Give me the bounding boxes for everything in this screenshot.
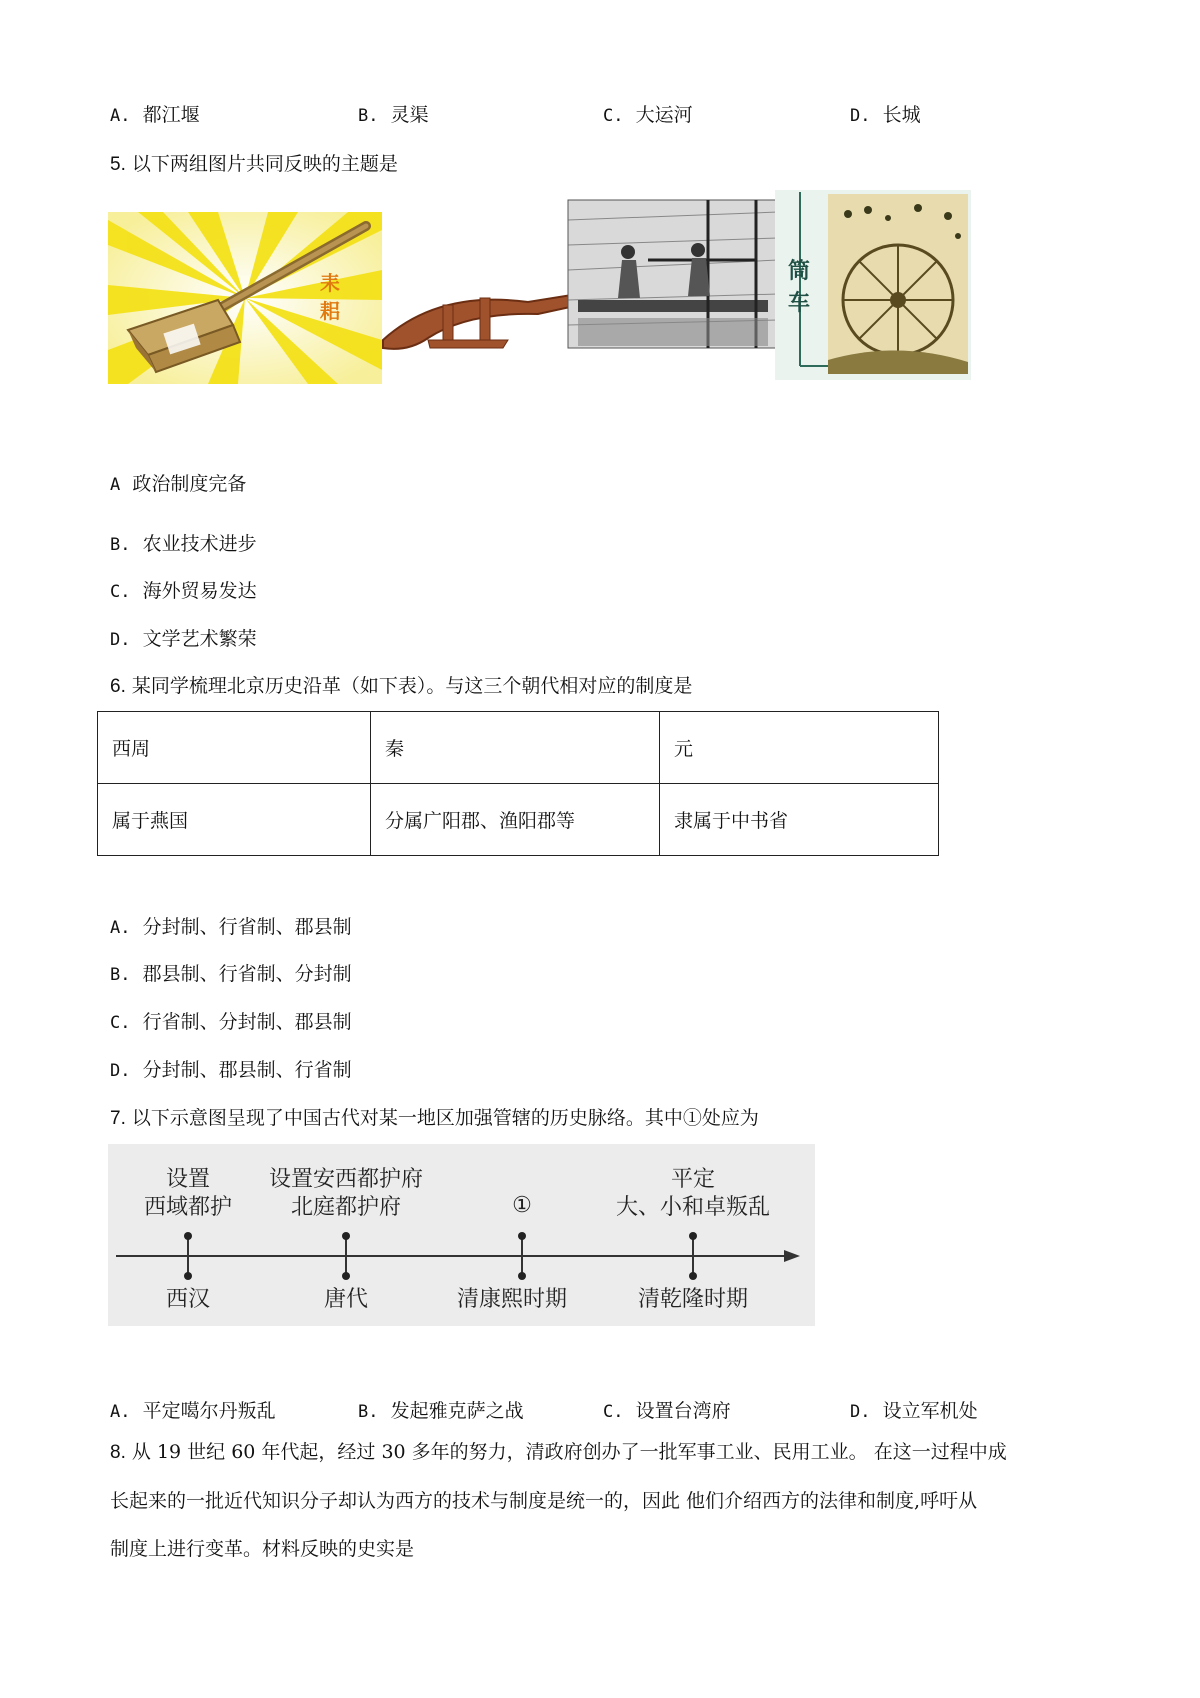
q4-option-a[interactable]	[110, 103, 200, 128]
q5-option-d[interactable]	[110, 627, 257, 652]
timeline-top2: 西域都护	[143, 1195, 233, 1220]
q8-stem	[110, 1428, 1100, 1573]
option-text: 长城	[882, 104, 921, 126]
q8-line-3: 制度上进行变革。材料反映的史实是	[110, 1538, 415, 1560]
option-label: A.	[110, 918, 131, 938]
leisi-label-1: 耒	[320, 273, 340, 295]
q6-option-d[interactable]	[110, 1058, 352, 1083]
option-label: C.	[110, 1013, 131, 1033]
question-text: 从 19 世纪 60 年代起，经过 30 多年的努力，清政府创办了一批军事工业、民用工业。 在这一过程中成	[131, 1441, 1007, 1463]
q5-image-strip	[108, 190, 1058, 405]
option-text: 都江堰	[142, 104, 200, 126]
option-text: 政治制度完备	[132, 473, 247, 495]
timeline-top1: 平定	[670, 1167, 716, 1192]
option-text: 灵渠	[390, 104, 429, 126]
q7-option-c[interactable]	[603, 1399, 731, 1424]
table-cell: 西周	[98, 712, 371, 784]
table-row	[98, 712, 939, 784]
q4-option-d[interactable]	[850, 103, 921, 128]
table-cell: 元	[660, 712, 939, 784]
q5-option-b[interactable]	[110, 532, 257, 557]
leisi-label-2: 耜	[320, 301, 340, 323]
q7-stem	[110, 1106, 759, 1131]
question-text: 以下两组图片共同反映的主题是	[131, 153, 398, 175]
option-label: A.	[110, 1402, 131, 1422]
timeline-diagram	[108, 1144, 815, 1326]
option-label: D.	[850, 1402, 871, 1422]
history-table	[97, 711, 939, 856]
timeline-bottom: 西汉	[165, 1287, 211, 1312]
q6-option-b[interactable]	[110, 962, 352, 987]
option-text: 海外贸易发达	[142, 580, 257, 602]
option-label: A	[110, 475, 121, 495]
q6-stem	[110, 674, 692, 699]
timeline-top2: 北庭都护府	[290, 1195, 402, 1220]
option-label: D.	[850, 106, 871, 126]
table-cell: 属于燕国	[98, 784, 371, 856]
question-number: 6.	[110, 676, 126, 697]
option-text: 大运河	[635, 104, 693, 126]
q8-line-2: 长起来的一批近代知识分子却认为西方的技术与制度是统一的，因此 他们介绍西方的法律和制度,呼吁从	[110, 1490, 978, 1512]
question-number: 5.	[110, 154, 126, 175]
option-label: B.	[110, 965, 131, 985]
timeline-top2: ①	[512, 1193, 532, 1218]
q5-stem	[110, 152, 398, 177]
option-label: C.	[603, 106, 624, 126]
timeline-top1: 设置安西都护府	[268, 1167, 424, 1192]
option-text: 发起雅克萨之战	[390, 1400, 524, 1422]
timeline-bottom: 清康熙时期	[456, 1287, 568, 1312]
q5-option-a[interactable]	[110, 472, 246, 497]
option-text: 设立军机处	[882, 1400, 978, 1422]
option-text: 设置台湾府	[635, 1400, 731, 1422]
option-label: A.	[110, 106, 131, 126]
timeline-top1: 设置	[165, 1167, 211, 1192]
table-cell: 秦	[371, 712, 660, 784]
option-label: C.	[603, 1402, 624, 1422]
q6-option-c[interactable]	[110, 1010, 352, 1035]
q6-option-a[interactable]	[110, 915, 352, 940]
option-label: B.	[110, 535, 131, 555]
option-label: C.	[110, 582, 131, 602]
timeline-bottom: 唐代	[323, 1287, 369, 1312]
option-label: B.	[358, 106, 379, 126]
timeline-bottom: 清乾隆时期	[637, 1287, 749, 1312]
question-text: 以下示意图呈现了中国古代对某一地区加强管辖的历史脉络。其中①处应为	[131, 1107, 759, 1129]
leisi-image	[108, 212, 382, 384]
question-number: 8.	[110, 1442, 126, 1463]
option-text: 分封制、郡县制、行省制	[142, 1059, 352, 1081]
q4-option-b[interactable]	[358, 103, 429, 128]
option-label: D.	[110, 630, 131, 650]
tongche-label-1: 筒	[788, 258, 811, 283]
q4-option-c[interactable]	[603, 103, 693, 128]
option-label: B.	[358, 1402, 379, 1422]
option-text: 农业技术进步	[142, 533, 257, 555]
q7-option-d[interactable]	[850, 1399, 978, 1424]
q7-option-b[interactable]	[358, 1399, 524, 1424]
tongche-label-2: 车	[788, 290, 811, 315]
table-row	[98, 784, 939, 856]
question-text: 某同学梳理北京历史沿革（如下表）。与这三个朝代相对应的制度是	[131, 675, 693, 697]
option-label: D.	[110, 1061, 131, 1081]
tongche-image	[775, 190, 971, 380]
option-text: 分封制、行省制、郡县制	[142, 916, 352, 938]
woodcut-treadle-image	[568, 200, 778, 348]
q8-line-1	[110, 1428, 1100, 1477]
q5-option-c[interactable]	[110, 579, 257, 604]
table-cell: 隶属于中书省	[660, 784, 939, 856]
option-text: 平定噶尔丹叛乱	[142, 1400, 276, 1422]
q7-option-a[interactable]	[110, 1399, 276, 1424]
option-text: 行省制、分封制、郡县制	[142, 1011, 352, 1033]
timeline-top2: 大、小和卓叛乱	[615, 1195, 771, 1220]
table-cell: 分属广阳郡、渔阳郡等	[371, 784, 660, 856]
option-text: 郡县制、行省制、分封制	[142, 963, 352, 985]
option-text: 文学艺术繁荣	[142, 628, 257, 650]
question-number: 7.	[110, 1108, 126, 1129]
